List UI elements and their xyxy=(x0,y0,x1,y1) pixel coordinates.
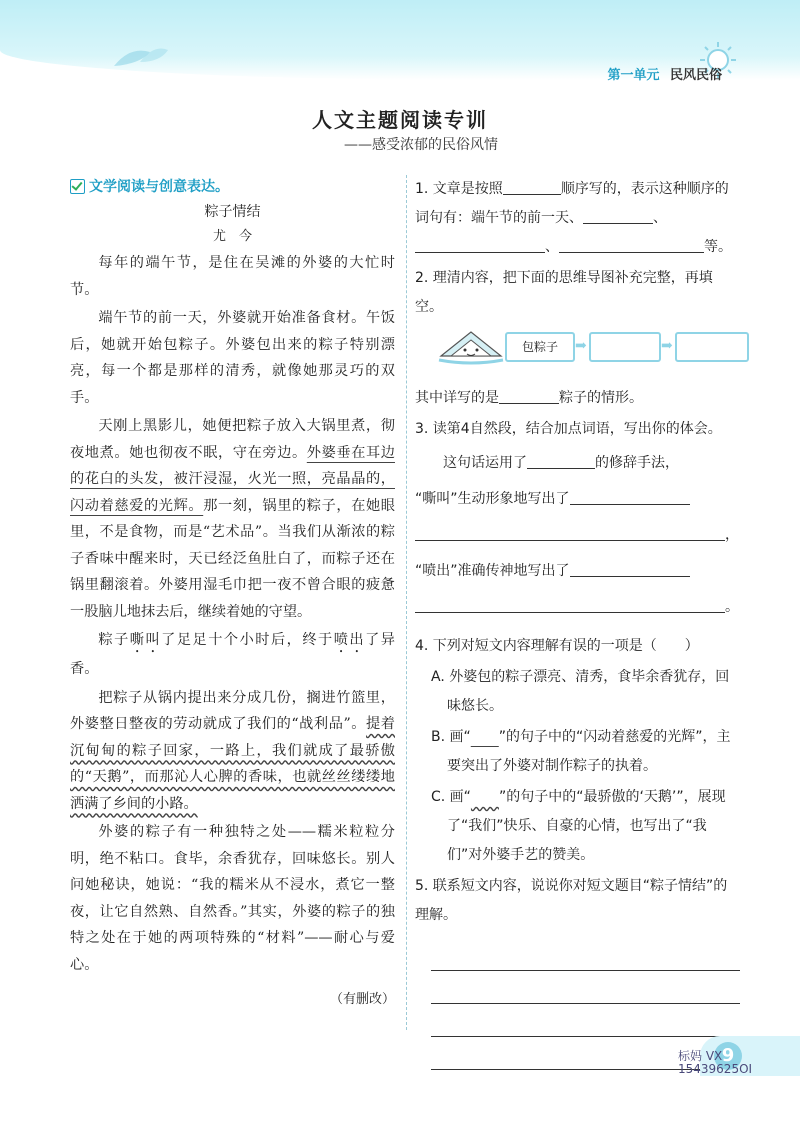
q1-blank-4[interactable] xyxy=(559,236,704,253)
q1-text-c: 、 xyxy=(653,210,667,226)
q3-text-b: “嘶叫”生动形象地写出了 xyxy=(415,491,570,507)
q2-fill-text-b: 粽子的情形。 xyxy=(559,390,643,406)
unit-tag xyxy=(607,64,722,83)
q1-text-d: 、 xyxy=(545,239,559,255)
underlined-sentence-straight: 外婆垂在耳边的花白的头发，被汗浸湿，火光一照，亮晶晶的，闪动着慈爱的光辉。 xyxy=(70,444,395,514)
q3-answer-3-cont xyxy=(415,590,740,624)
dotted-word-sijiao: 嘶叫 xyxy=(129,632,162,648)
zongzi-icon xyxy=(437,326,505,368)
unit-topic: 民风民俗 xyxy=(669,68,722,83)
page-title: 人文主题阅读专训 xyxy=(312,108,488,132)
q4-b-text-1: B. 画“ xyxy=(431,729,471,745)
unit-label: 第一单元 xyxy=(607,68,660,83)
q4-c-text-2: ”的句子中的“最骄傲的‘天鹅’”，展现了“我们”快乐、自豪的心情，也写出了“我们”对外婆手艺的赞美。 xyxy=(447,789,726,863)
q1-text-e: 等。 xyxy=(704,239,732,255)
paragraph-3-text-a: 天刚上黑影儿，她便把粽子放入大锅里煮，彻夜地煮。她也彻夜不眠，守在旁边。 xyxy=(70,418,395,461)
q4-b-text-2: ”的句子中的“闪动着慈爱的光辉”，主要突出了外婆对制作粽子的执着。 xyxy=(447,729,731,774)
wavy-line-sample xyxy=(471,789,499,805)
q3-blank-penchu[interactable] xyxy=(570,560,690,577)
page-number: 9 xyxy=(714,1042,742,1070)
watermark xyxy=(678,1050,752,1076)
q3-comma: ， xyxy=(725,527,739,543)
story-title: 粽子情结 xyxy=(204,204,261,220)
checkbox-icon xyxy=(70,179,85,194)
column-divider xyxy=(406,175,407,1030)
q1-text-a: 1. 文章是按照 xyxy=(415,181,503,197)
paragraph-3 xyxy=(70,413,395,625)
q2-blank[interactable] xyxy=(499,387,559,404)
question-5: 5. 联系短文内容，说说你对短文题目“粽子情结”的理解。 xyxy=(415,878,728,923)
mind-map xyxy=(437,326,740,378)
q4-option-b[interactable] xyxy=(431,723,740,781)
q3-answer-1 xyxy=(415,446,740,480)
paragraph-5 xyxy=(70,685,395,818)
leaf-decoration-icon xyxy=(110,42,170,70)
paragraph-4 xyxy=(70,627,395,683)
q3-answer-3 xyxy=(415,554,740,588)
watermark-line-2: 15439625OI xyxy=(678,1062,753,1076)
paragraph-4-text-a: 粽子 xyxy=(98,632,130,648)
paragraph-4-text-c: 了足足十个小时后，终于 xyxy=(161,632,334,648)
q3-blank-sijiao[interactable] xyxy=(570,488,690,505)
paragraph-5-text-a: 把粽子从锅内提出来分成几份，搁进竹篮里，外婆整日整夜的劳动就成了我们的“战利品”。 xyxy=(70,689,395,732)
question-3: 3. 读第4自然段，结合加点词语，写出你的体会。 xyxy=(415,421,722,437)
source-note: （有删改） xyxy=(329,992,395,1007)
story-author: 尤 今 xyxy=(212,229,252,244)
q1-text-b: 顺序写的，表示这种顺序的词句有：端午节的前一天、 xyxy=(415,181,729,226)
q3-blank-rhetoric[interactable] xyxy=(527,452,595,469)
q1-blank-3[interactable] xyxy=(415,236,545,253)
q3-blank-penchu-2[interactable] xyxy=(415,596,725,613)
watermark-line-1: 标妈 VX xyxy=(678,1049,723,1063)
paragraph-1: 每年的端午节，是住在吴滩的外婆的大忙时节。 xyxy=(70,255,395,298)
paragraph-3-text-c: 那一刻，锅里的粽子，在她眼里，不是食物，而是“艺术品”。当我们从渐浓的粽子香味中醒来时，天已经泛鱼肚白了，而粽子还在锅里翻滚着。外婆用湿毛巾把一夜不曾合眼的疲惫一股脑儿地抹去后，继续着她的守望。 xyxy=(70,497,395,620)
paragraph-6: 外婆的粽子有一种独特之处——糯米粒粒分明，绝不粘口。食毕，余香犹存，回味悠长。别人问她秘诀，她说：“我的糯米从不浸水，煮它一整夜，让它自然熟、自然香。”其实，外婆的粽子的独特之处在于她的两项特殊的“材料”——耐心与爱心。 xyxy=(70,824,395,973)
q1-blank-2[interactable] xyxy=(583,207,653,224)
answer-line[interactable] xyxy=(431,938,740,971)
mindmap-node-3[interactable] xyxy=(675,332,749,362)
straight-line-sample xyxy=(471,729,499,745)
q4-c-text-1: C. 画“ xyxy=(431,789,471,805)
question-1 xyxy=(415,175,740,262)
arrow-right-icon: ➡ xyxy=(661,338,673,354)
q3-answer-2-cont xyxy=(415,518,740,552)
questions-column xyxy=(415,175,740,1070)
q3-period: 。 xyxy=(725,599,739,615)
q3-text-a1: 这句话运用了 xyxy=(443,455,527,471)
question-2: 2. 理清内容，把下面的思维导图补充完整，再填空。 xyxy=(415,270,713,315)
reading-passage xyxy=(70,175,395,1007)
q1-blank-order[interactable] xyxy=(503,178,561,195)
question-4: 4. 下列对短文内容理解有误的一项是（ ） xyxy=(415,638,699,654)
page-subtitle: ——感受浓郁的民俗风情 xyxy=(344,137,498,153)
mindmap-node-2[interactable] xyxy=(589,332,661,362)
q4-option-a[interactable]: A. 外婆包的粽子漂亮、清秀，食毕余香犹存，回味悠长。 xyxy=(431,669,730,714)
mindmap-node-1: 包粽子 xyxy=(505,332,575,362)
answer-line[interactable] xyxy=(431,1004,740,1037)
q3-text-c: “喷出”准确传神地写出了 xyxy=(415,563,570,579)
arrow-right-icon: ➡ xyxy=(575,338,587,354)
q3-blank-sijiao-2[interactable] xyxy=(415,524,725,541)
q3-text-a2: 的修辞手法， xyxy=(595,455,679,471)
q4-option-c[interactable] xyxy=(431,783,740,870)
paragraph-4-text-e: 了异香。 xyxy=(70,632,395,677)
q2-fill-text-a: 其中详写的是 xyxy=(415,390,499,406)
dotted-word-penchu: 喷出 xyxy=(333,632,366,648)
question-2-fill xyxy=(415,384,740,413)
section-label xyxy=(70,175,395,197)
paragraph-2: 端午节的前一天，外婆就开始准备食材。午饭后，她就开始包粽子。外婆包出来的粽子特别漂亮，每一个都是那样的清秀，就像她那灵巧的双手。 xyxy=(70,310,395,406)
answer-line[interactable] xyxy=(431,971,740,1004)
underlined-sentence-wavy: 提着沉甸甸的粽子回家，一路上，我们就成了最骄傲的“天鹅”，而那沁人心脾的香味，也就丝丝缕缕地洒满了乡间的小路。 xyxy=(70,716,395,812)
section-label-text: 文学阅读与创意表达。 xyxy=(89,179,229,195)
q3-answer-2 xyxy=(415,482,740,516)
